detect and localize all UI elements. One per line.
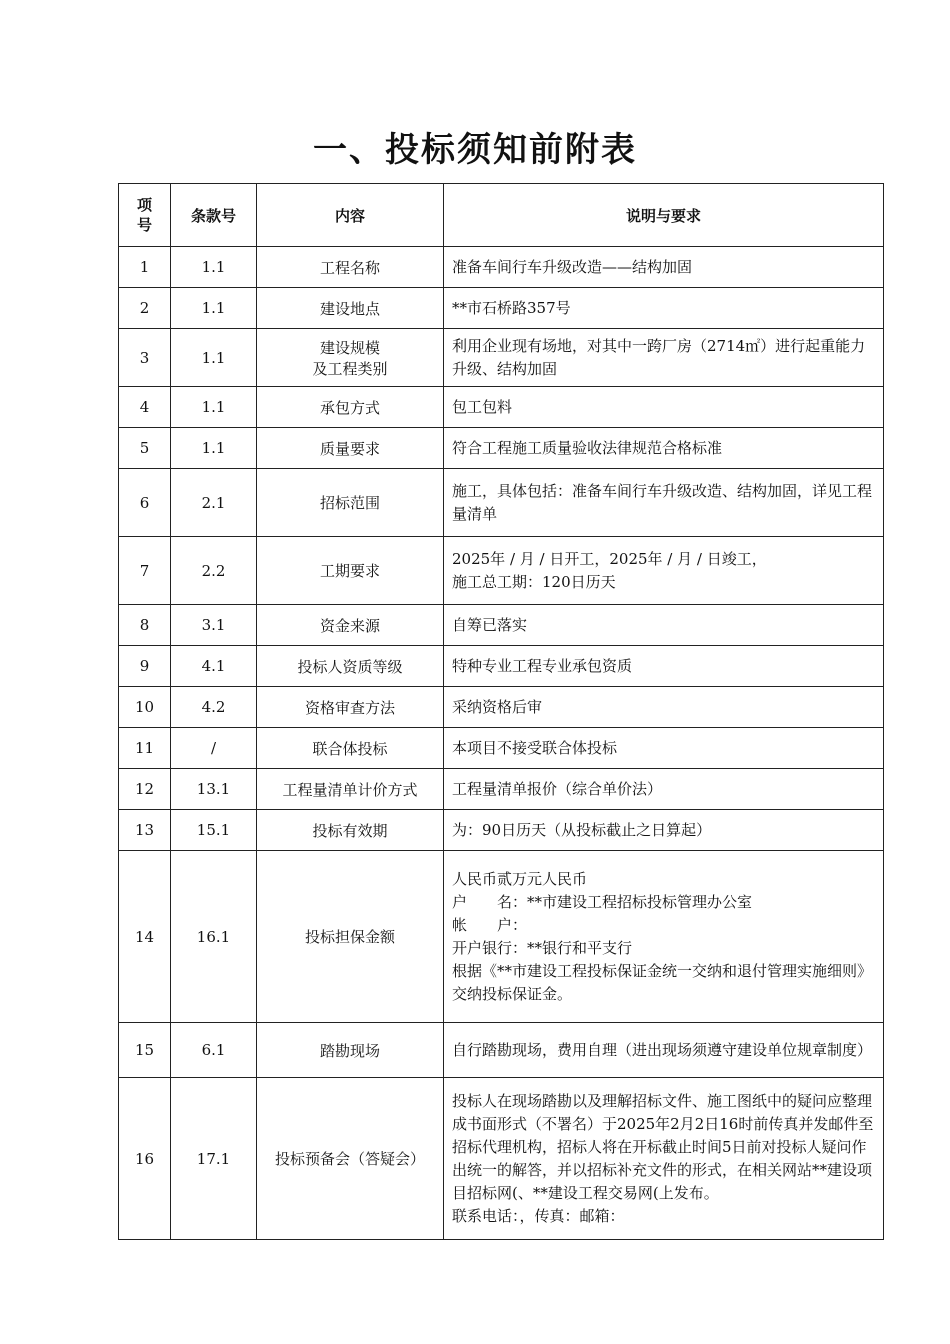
cell-content: 建设规模 及工程类别	[257, 329, 444, 387]
cell-description	[444, 810, 884, 851]
description-line: 为：90日历天（从投标截止之日算起）	[452, 820, 712, 839]
table-row	[119, 810, 884, 851]
cell-clause-no: 17.1	[171, 1078, 257, 1240]
description-line: 开户银行：**银行和平支行	[452, 938, 633, 957]
description-line: 本项目不接受联合体投标	[452, 738, 618, 757]
description-line: 利用企业现有场地，对其中一跨厂房（2714㎡）进行起重能力升级、结构加固	[452, 336, 866, 378]
description-line: 包工包料	[452, 397, 513, 416]
table-row	[119, 387, 884, 428]
bid-notice-table	[118, 183, 884, 1240]
description-line: 联系电话：，传真：邮箱：	[452, 1206, 625, 1225]
cell-item-no: 2	[119, 288, 171, 329]
cell-content: 投标有效期	[257, 810, 444, 851]
table-row	[119, 687, 884, 728]
cell-clause-no: 3.1	[171, 605, 257, 646]
cell-content: 工程量清单计价方式	[257, 769, 444, 810]
table-row	[119, 469, 884, 537]
description-line: 户 名：**市建设工程招标投标管理办公室	[452, 892, 753, 911]
cell-clause-no: 15.1	[171, 810, 257, 851]
table-body	[119, 247, 884, 1240]
cell-item-no: 13	[119, 810, 171, 851]
cell-description	[444, 288, 884, 329]
header-clause: 条款号	[171, 184, 257, 247]
cell-item-no: 7	[119, 537, 171, 605]
cell-clause-no: 2.1	[171, 469, 257, 537]
cell-content: 资格审查方法	[257, 687, 444, 728]
cell-content: 质量要求	[257, 428, 444, 469]
description-line: **市石桥路357号	[452, 298, 571, 317]
cell-description	[444, 769, 884, 810]
description-line: 准备车间行车升级改造——结构加固	[452, 257, 693, 276]
table-row	[119, 247, 884, 288]
cell-item-no: 6	[119, 469, 171, 537]
cell-description	[444, 605, 884, 646]
cell-item-no: 15	[119, 1023, 171, 1078]
cell-description	[444, 687, 884, 728]
cell-content: 投标人资质等级	[257, 646, 444, 687]
cell-clause-no: 4.2	[171, 687, 257, 728]
table-row	[119, 288, 884, 329]
cell-description	[444, 646, 884, 687]
table-header-row	[119, 184, 884, 247]
cell-item-no: 1	[119, 247, 171, 288]
cell-description	[444, 469, 884, 537]
description-line: 符合工程施工质量验收法律规范合格标准	[452, 438, 723, 457]
description-line: 特种专业工程专业承包资质	[452, 656, 633, 675]
cell-content: 工程名称	[257, 247, 444, 288]
cell-content: 联合体投标	[257, 728, 444, 769]
table-row	[119, 428, 884, 469]
cell-clause-no: 1.1	[171, 428, 257, 469]
description-line: 自筹已落实	[452, 615, 528, 634]
cell-clause-no: 1.1	[171, 247, 257, 288]
header-item-no: 项 号	[119, 184, 171, 247]
table-row	[119, 1023, 884, 1078]
cell-description	[444, 728, 884, 769]
cell-item-no: 11	[119, 728, 171, 769]
cell-item-no: 12	[119, 769, 171, 810]
cell-item-no: 16	[119, 1078, 171, 1240]
description-line: 人民币贰万元人民币	[452, 869, 588, 888]
cell-item-no: 3	[119, 329, 171, 387]
cell-item-no: 14	[119, 851, 171, 1023]
cell-content: 工期要求	[257, 537, 444, 605]
cell-clause-no: 16.1	[171, 851, 257, 1023]
cell-description	[444, 428, 884, 469]
table-row	[119, 537, 884, 605]
cell-content: 资金来源	[257, 605, 444, 646]
cell-item-no: 5	[119, 428, 171, 469]
description-line: 施工总工期：120日历天	[452, 572, 616, 591]
description-line: 根据《**市建设工程投标保证金统一交纳和退付管理实施细则》交纳投标保证金。	[452, 961, 873, 1003]
description-line: 工程量清单报价（综合单价法）	[452, 779, 663, 798]
description-line: 2025年 / 月 / 日开工，2025年 / 月 / 日竣工，	[452, 549, 767, 568]
cell-clause-no: 13.1	[171, 769, 257, 810]
cell-content: 招标范围	[257, 469, 444, 537]
table-row	[119, 646, 884, 687]
cell-content: 踏勘现场	[257, 1023, 444, 1078]
cell-clause-no: 4.1	[171, 646, 257, 687]
cell-item-no: 4	[119, 387, 171, 428]
cell-description	[444, 537, 884, 605]
table-row	[119, 1078, 884, 1240]
cell-clause-no: 6.1	[171, 1023, 257, 1078]
cell-description	[444, 851, 884, 1023]
cell-clause-no: /	[171, 728, 257, 769]
description-line: 施工，具体包括：准备车间行车升级改造、结构加固，详见工程量清单	[452, 481, 873, 523]
cell-content: 承包方式	[257, 387, 444, 428]
cell-content: 投标预备会（答疑会）	[257, 1078, 444, 1240]
description-line: 帐 户：	[452, 915, 528, 934]
header-description: 说明与要求	[444, 184, 884, 247]
cell-description	[444, 1023, 884, 1078]
description-line: 采纳资格后审	[452, 697, 543, 716]
cell-content: 建设地点	[257, 288, 444, 329]
description-line: 自行踏勘现场，费用自理（进出现场须遵守建设单位规章制度）	[452, 1040, 873, 1059]
cell-clause-no: 2.2	[171, 537, 257, 605]
cell-description	[444, 329, 884, 387]
table-row	[119, 769, 884, 810]
header-content: 内容	[257, 184, 444, 247]
cell-description	[444, 247, 884, 288]
cell-content: 投标担保金额	[257, 851, 444, 1023]
description-line: 投标人在现场踏勘以及理解招标文件、施工图纸中的疑问应整理成书面形式（不署名）于2025年2月2日16时前传真并发邮件至招标代理机构，招标人将在开标截止时间5日前对投标人疑问作出统一的解答，并以招标补充文件的形式，在相关网站**建设项目招标网(、**建设工程交易网(上发布。	[452, 1091, 874, 1202]
table-row	[119, 728, 884, 769]
table-row	[119, 605, 884, 646]
cell-item-no: 8	[119, 605, 171, 646]
cell-clause-no: 1.1	[171, 329, 257, 387]
cell-clause-no: 1.1	[171, 387, 257, 428]
cell-item-no: 10	[119, 687, 171, 728]
page-title: 一、投标须知前附表	[313, 130, 637, 170]
table-row	[119, 329, 884, 387]
cell-item-no: 9	[119, 646, 171, 687]
cell-description	[444, 387, 884, 428]
cell-clause-no: 1.1	[171, 288, 257, 329]
cell-description	[444, 1078, 884, 1240]
table-row	[119, 851, 884, 1023]
